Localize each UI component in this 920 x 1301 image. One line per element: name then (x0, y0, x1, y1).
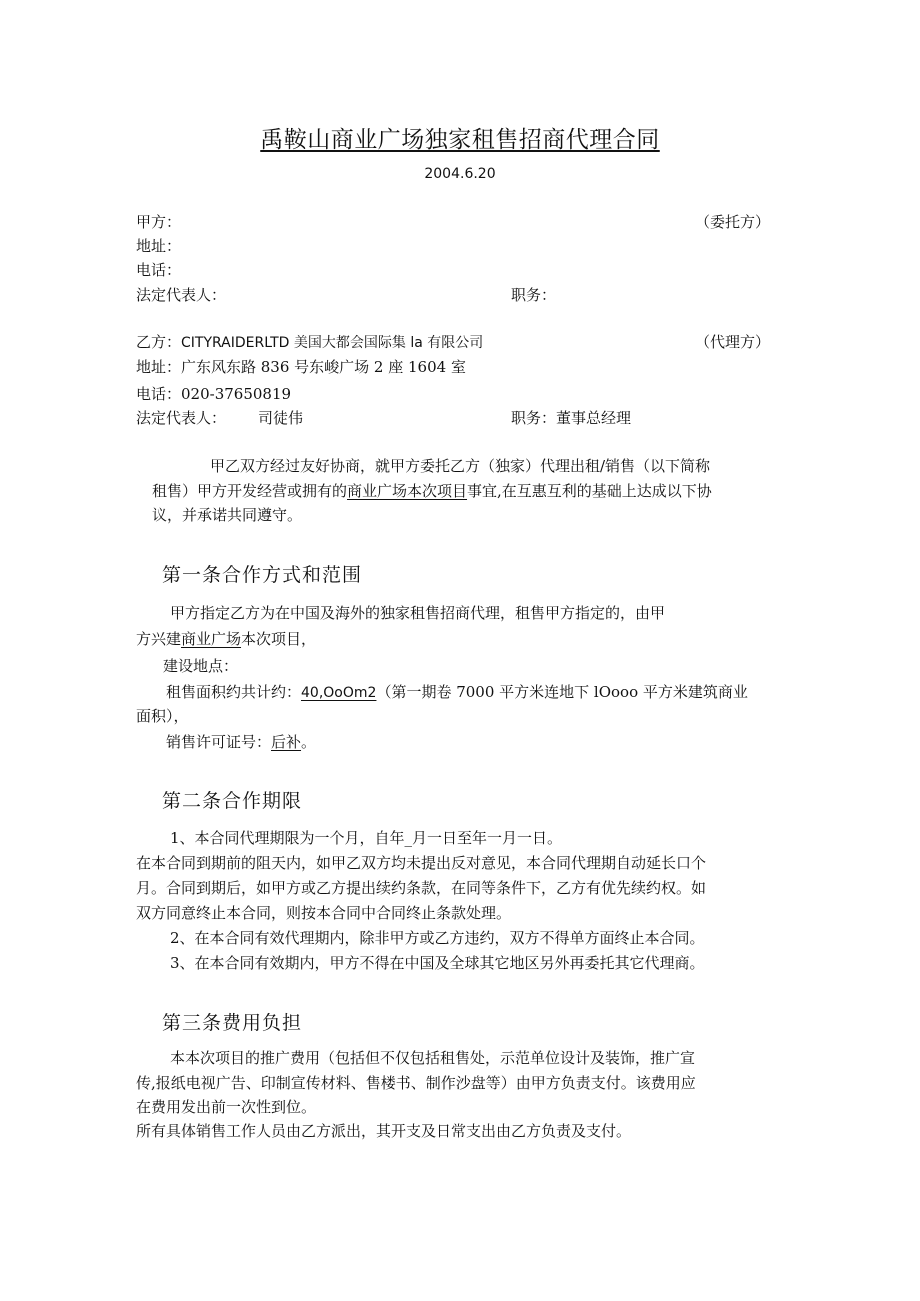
section-1-line-1: 甲方指定乙方为在中国及海外的独家租售招商代理，租售甲方指定的，由甲 (170, 604, 666, 622)
section-1-text: 本次项目， (241, 630, 317, 648)
intro-line-2 (152, 481, 712, 501)
permit-label: 销售许可证号： (166, 733, 272, 751)
intro-line-3: 议，并承诺共同遵守。 (152, 506, 303, 524)
project-name-underlined: 商业广场 (181, 630, 242, 648)
section-3-heading: 第三条费用负担 (162, 1012, 303, 1034)
area-value: 40,OoOm2 (301, 685, 377, 701)
party-b-phone: 电话：020-37650819 (136, 385, 292, 403)
section-2-line-1: 在本合同到期前的阻天内，如甲乙双方均未提出反对意见，本合同代理期自动延长口个 (136, 854, 707, 872)
party-b-role: （代理方） (695, 333, 771, 351)
party-a-position-label: 职务： (511, 286, 557, 304)
party-b-rep-name: 司徒伟 (258, 409, 304, 427)
party-b-position: 职务：董事总经理 (511, 409, 632, 427)
party-b-name: CITYRAIDERLTD 美国大都会国际集 la 有限公司 (181, 335, 484, 351)
area-detail: （第一期卷 7000 平方米连地下 lOooo 平方米建筑商业 (376, 683, 748, 701)
area-line-2: 面积）， (136, 707, 189, 725)
section-1-text: 方兴建 (136, 630, 182, 648)
section-3-line-2: 传,报纸电视广告、印制宣传材料、售楼书、制作沙盘等）由甲方负责支付。该费用应 (136, 1074, 696, 1092)
section-2-item-1: 1、本合同代理期限为一个月，自年_月一日至年一月一日。 (170, 829, 563, 847)
party-b-rep-label: 法定代表人： (136, 409, 227, 427)
site-label: 建设地点： (163, 657, 239, 675)
document-date: 2004.6.20 (424, 166, 496, 182)
section-2-line-2: 月。合同到期后，如甲方或乙方提出续约条款，在同等条件下，乙方有优先续约权。如 (136, 879, 707, 897)
project-name-underlined: 商业广场本次项目 (347, 482, 468, 500)
section-2-line-3: 双方同意终止本合同，则按本合同中合同终止条款处理。 (136, 904, 512, 922)
section-2-item-2: 2、在本合同有效代理期内，除非甲方或乙方违约，双方不得单方面终止本合同。 (170, 929, 705, 947)
section-3-line-4: 所有具体销售工作人员由乙方派出，其开支及日常支出由乙方负责及支付。 (136, 1122, 632, 1140)
party-a-role: （委托方） (695, 213, 771, 231)
section-1-heading: 第一条合作方式和范围 (162, 564, 363, 586)
intro-line-1: 甲乙双方经过友好协商，就甲方委托乙方（独家）代理出租/销售（以下简称 (210, 457, 711, 475)
section-3-line-3: 在费用发出前一次性到位。 (136, 1098, 317, 1116)
intro-text: 租售）甲方开发经营或拥有的 (152, 482, 348, 500)
party-b-prefix: 乙方： (136, 333, 182, 351)
document-title: 禹鞍山商业广场独家租售招商代理合同 (260, 127, 660, 153)
permit-line (166, 732, 316, 752)
section-2-heading: 第二条合作期限 (162, 790, 303, 812)
area-line (166, 682, 748, 703)
permit-value: 后补 (271, 733, 302, 751)
party-a-address-label: 地址： (136, 237, 182, 255)
section-3-line-1: 本本次项目的推广费用（包括但不仅包括租售处，示范单位设计及装饰，推广宣 (170, 1049, 696, 1067)
party-b-address: 地址：广东风东路 836 号东峻广场 2 座 1604 室 (136, 358, 466, 376)
party-b-name-line (136, 332, 483, 353)
intro-text: 事宜,在互惠互利的基础上达成以下协 (467, 482, 712, 500)
party-a-phone-label: 电话： (136, 261, 182, 279)
area-label: 租售面积约共计约： (166, 683, 302, 701)
permit-end: 。 (301, 733, 317, 751)
section-2-item-3: 3、在本合同有效期内，甲方不得在中国及全球其它地区另外再委托其它代理商。 (170, 954, 705, 972)
section-1-line-2 (136, 629, 316, 649)
party-a-rep-label: 法定代表人： (136, 286, 227, 304)
party-a-label: 甲方： (136, 213, 182, 231)
